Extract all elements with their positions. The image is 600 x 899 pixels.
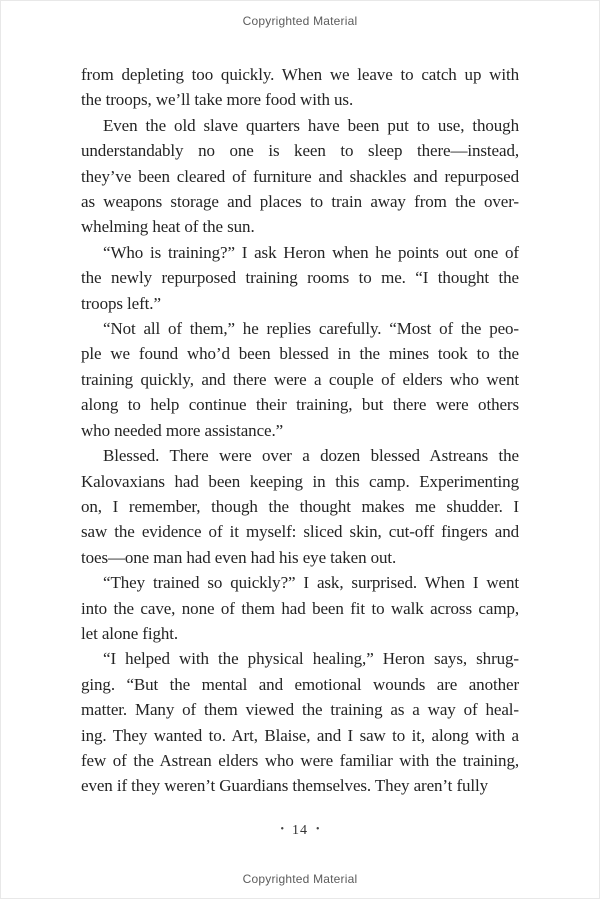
text-line: “Who is training?” I ask Heron when he points out one of — [103, 242, 519, 262]
text-line: let alone fight. — [81, 623, 179, 643]
text-line: who needed more assistance.” — [81, 420, 284, 440]
text-line: from depleting too quickly. When we leave to catch up with — [81, 65, 519, 84]
text-line: Kalovaxians had been keeping in this camp. Experimenting — [81, 471, 519, 491]
text-line: even if they weren’t Guardians themselves. They aren’t fully — [81, 776, 489, 796]
text-line: into the cave, none of them had been fit to walk across camp, — [81, 598, 519, 618]
copyright-notice-top: Copyrighted Material — [242, 14, 358, 28]
text-line: few of the Astrean elders who were familiar with the training, — [81, 750, 519, 770]
footer-ornament-left: • — [280, 824, 284, 835]
text-line: “They trained so quickly?” I ask, surprised. When I went — [103, 573, 519, 593]
text-line: along to help continue their training, but there were others — [81, 395, 519, 415]
page-footer — [1, 823, 599, 839]
text-line: toes—one man had even had his eye taken out. — [81, 547, 397, 567]
text-line: the newly repurposed training rooms to me. “I thought the — [81, 268, 519, 288]
text-block — [81, 62, 519, 799]
text-line: “I helped with the physical healing,” Heron says, shrug- — [103, 649, 519, 669]
text-line: troops left.” — [81, 293, 161, 313]
text-line: whelming heat of the sun. — [81, 217, 255, 237]
text-line: “Not all of them,” he replies carefully. “Most of the peo- — [103, 319, 519, 339]
text-line: ging. “But the mental and emotional wounds are another — [81, 674, 519, 694]
text-line: on, I remember, though the thought makes me shudder. I — [81, 496, 519, 516]
text-line: Even the old slave quarters have been put to use, though — [103, 115, 519, 135]
text-line: training quickly, and there were a couple of elders who went — [81, 369, 519, 389]
text-line: understandably no one is keen to sleep there—instead, — [81, 141, 519, 161]
text-line: saw the evidence of it myself: sliced skin, cut-off fingers and — [81, 522, 519, 542]
text-line: matter. Many of them viewed the training as a way of heal- — [81, 700, 519, 720]
page-number: 14 — [292, 823, 308, 838]
text-line: they’ve been cleared of furniture and shackles and repurposed — [81, 166, 519, 186]
text-line: the troops, we’ll take more food with us. — [81, 90, 354, 110]
footer-ornament-right: • — [316, 824, 320, 835]
text-line: Blessed. There were over a dozen blessed Astreans the — [103, 446, 519, 466]
copyright-notice-bottom: Copyrighted Material — [242, 872, 358, 886]
text-line: ing. They wanted to. Art, Blaise, and I saw to it, along with a — [81, 725, 519, 745]
text-line: as weapons storage and places to train away from the over- — [81, 192, 519, 212]
text-line: ple we found who’d been blessed in the mines took to the — [81, 344, 519, 364]
